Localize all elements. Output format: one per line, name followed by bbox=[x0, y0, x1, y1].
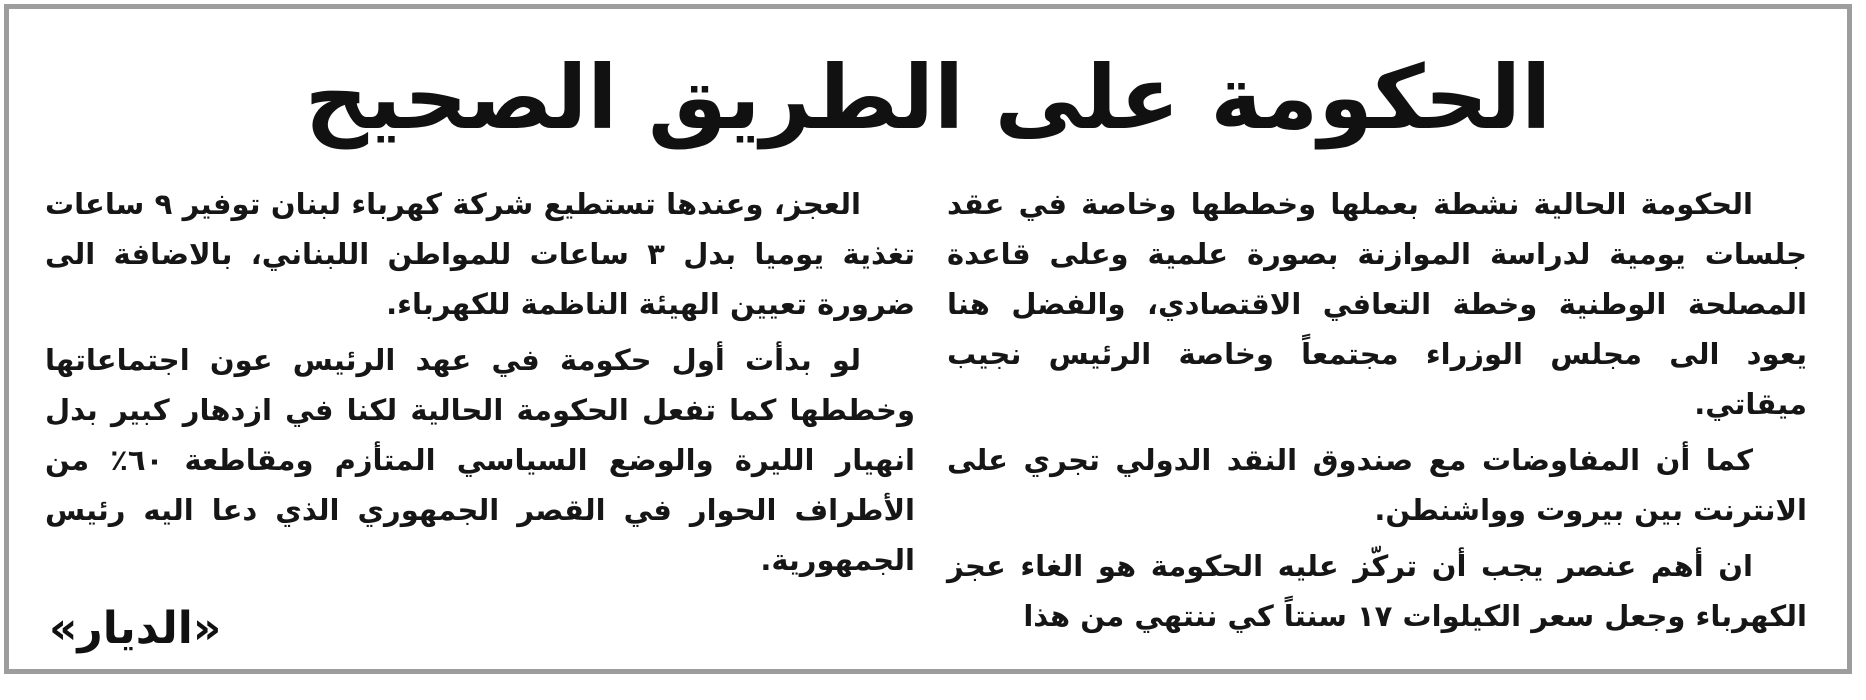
paragraph-imf-negotiations: كما أن المفاوضات مع صندوق النقد الدولي تجري على الانترنت بين بيروت وواشنطن. bbox=[947, 443, 1807, 527]
article-frame bbox=[4, 4, 1852, 674]
paragraph-electricity-deficit: ان أهم عنصر يجب أن تركّز عليه الحكومة هو الغاء عجز الكهرباء وجعل سعر الكيلوات ١٧ سنتاً كي ننتهي من هذا bbox=[947, 549, 1807, 633]
article-column-right bbox=[947, 179, 1807, 647]
paragraph-government-activity: الحكومة الحالية نشطة بعملها وخططها وخاصة في عقد جلسات يومية لدراسة الموازنة بصورة علمية وعلى قاعدة المصلحة الوطنية وخطة التعافي الاقتصادي، والفضل هنا يعود الى مجلس الوزراء مجتمعاً وخاصة الرئيس نجيب ميقاتي. bbox=[947, 187, 1807, 421]
paragraph-previous-government: لو بدأت أول حكومة في عهد الرئيس عون اجتماعاتها وخططها كما تفعل الحكومة الحالية لكنا في ازدهار كبير بدل انهيار الليرة والوضع السياسي المتأزم ومقاطعة ٦٠٪ من الأطراف الحوار في القصر الجمهوري الذي دعا اليه رئيس الجمهورية. bbox=[45, 343, 915, 577]
source-signature: «الديار» bbox=[49, 603, 222, 654]
article-headline: الحكومة على الطريق الصحيح bbox=[304, 46, 1552, 149]
paragraph-electricity-supply: العجز، وعندها تستطيع شركة كهرباء لبنان توفير ٩ ساعات تغذية يوميا بدل ٣ ساعات للمواطن اللبناني، بالاضافة الى ضرورة تعيين الهيئة الناظمة للكهرباء. bbox=[45, 187, 915, 321]
article-column-left bbox=[45, 179, 915, 591]
